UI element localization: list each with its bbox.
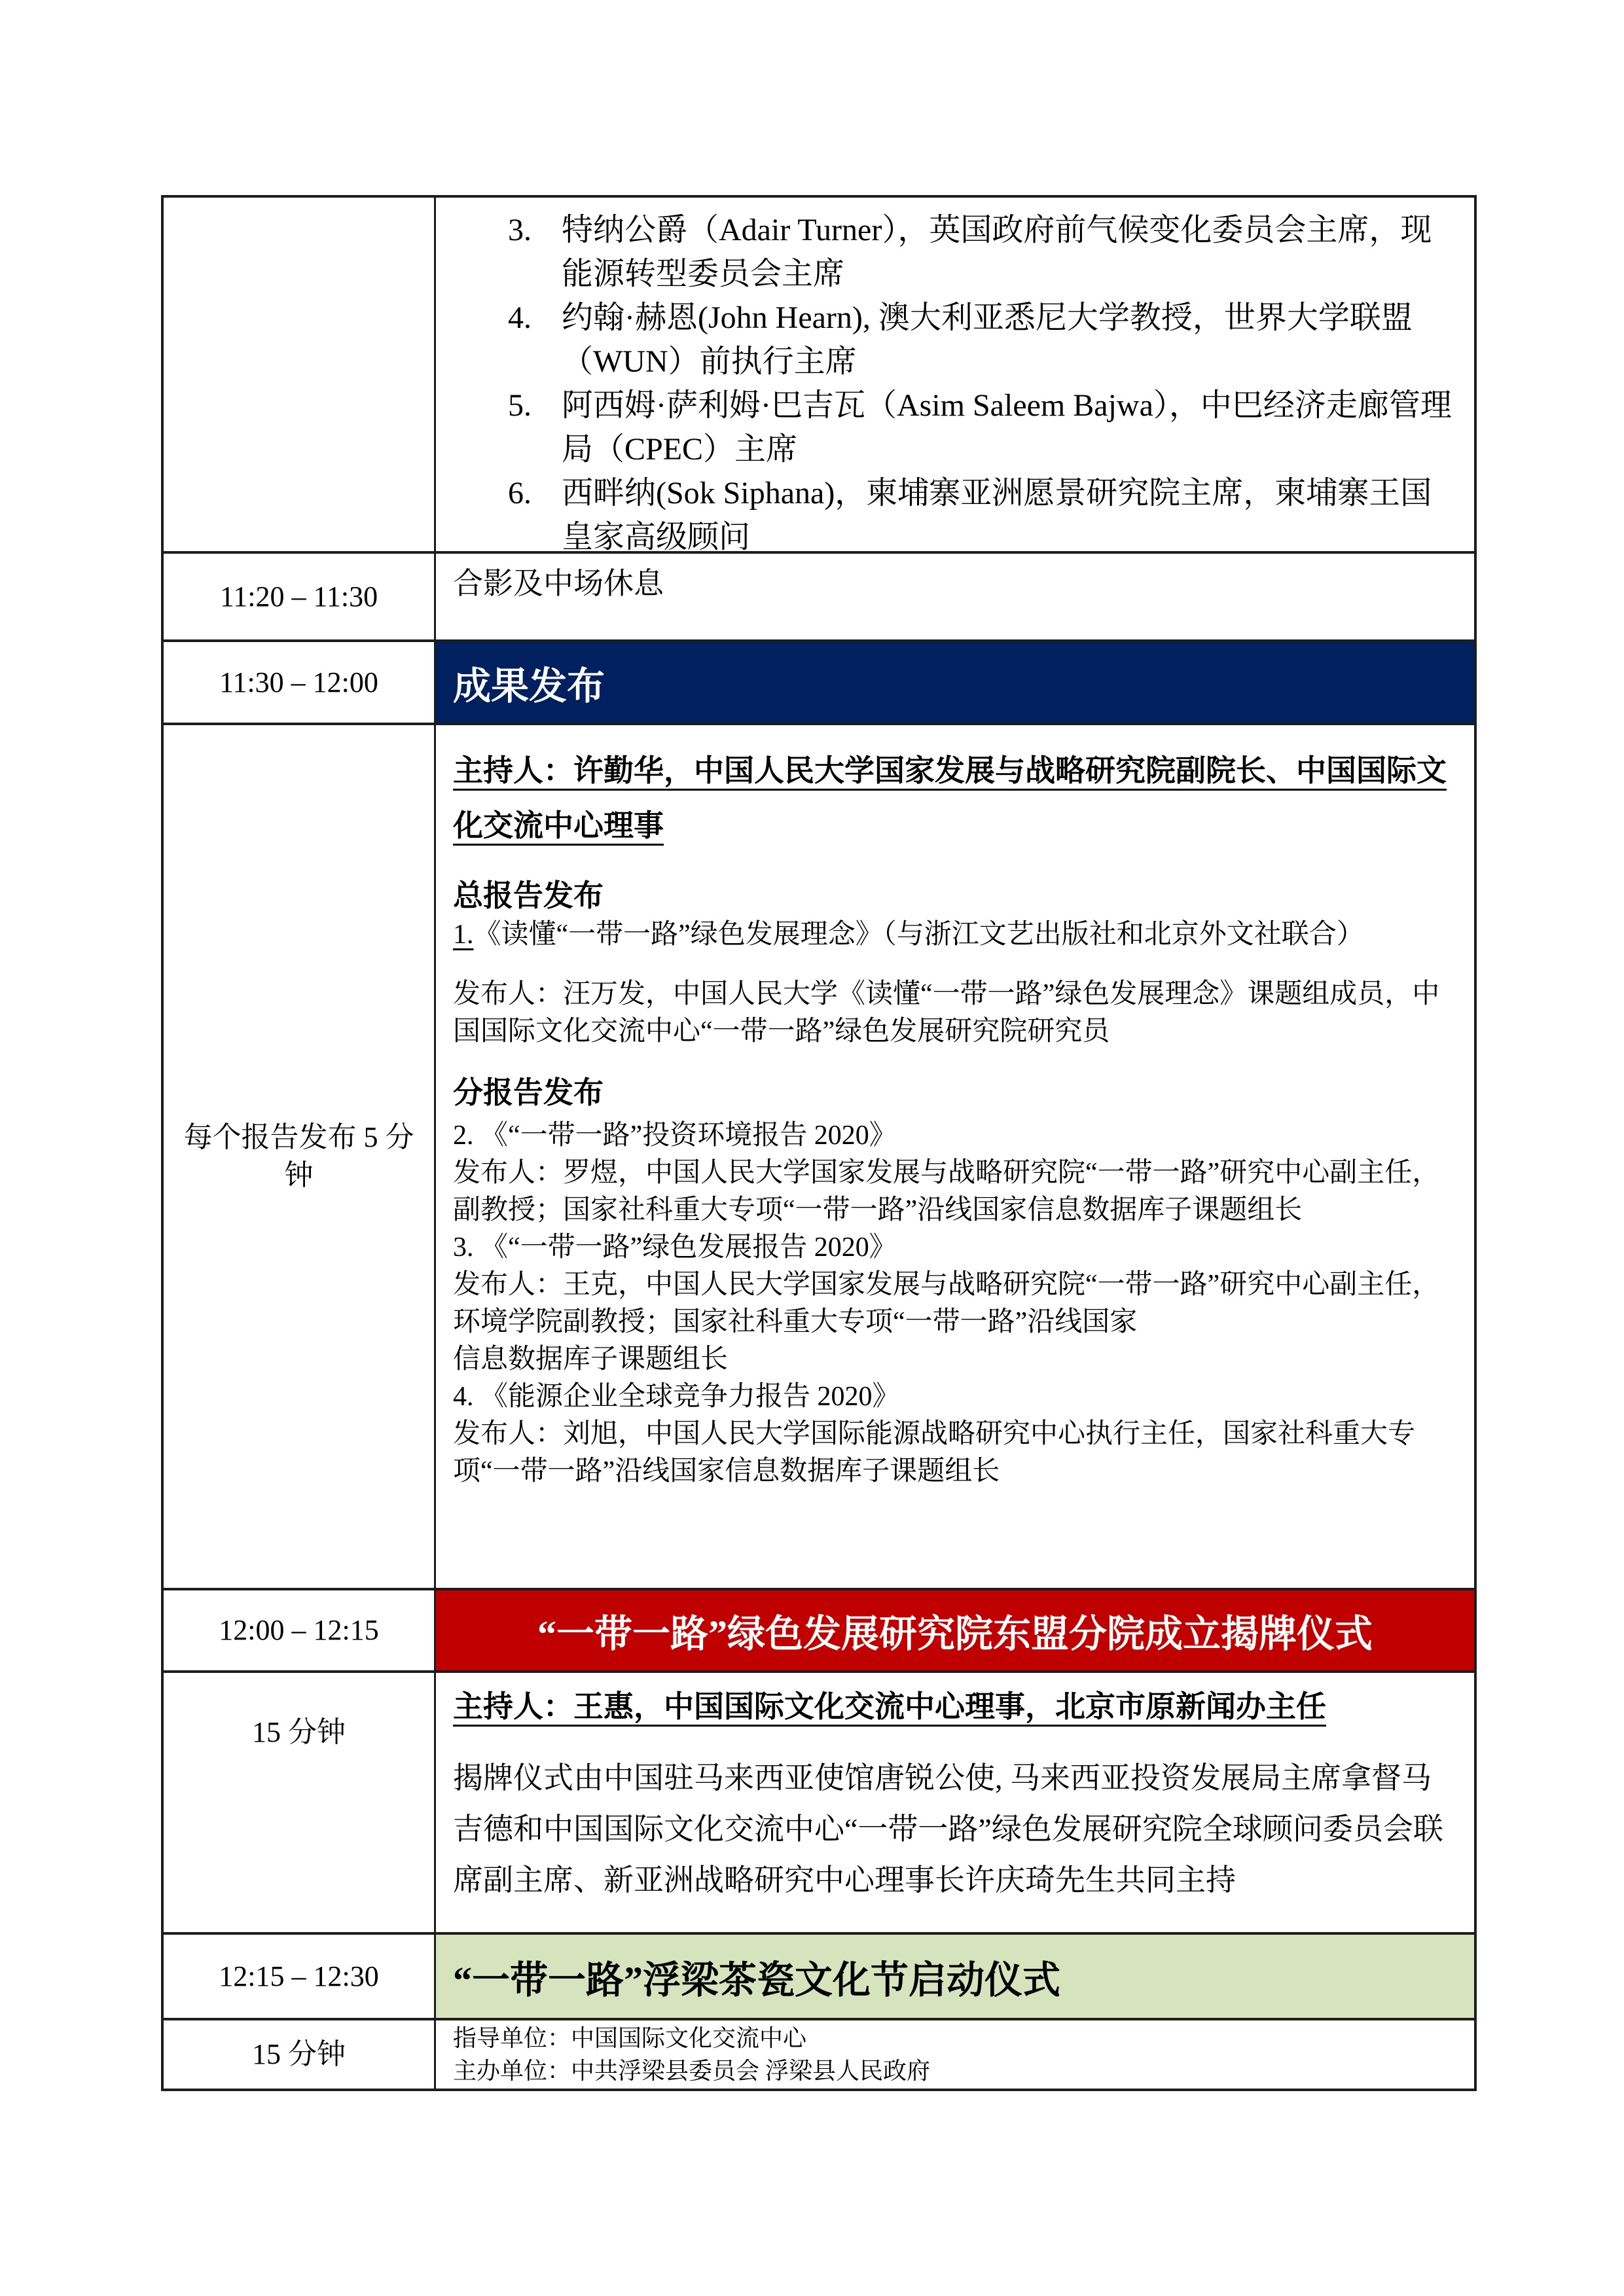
results-banner-title: 成果发布	[436, 642, 1474, 723]
list-item	[453, 296, 1454, 384]
host-unit-line: 主办单位：中共浮梁县委员会 浮梁县人民政府	[453, 2058, 931, 2084]
report-item-4-title: 4. 《能源企业全球竞争力报告 2020》	[453, 1382, 900, 1412]
guidance-unit-line: 指导单位：中国国际文化交流中心	[453, 2025, 807, 2051]
row-results-detail	[164, 725, 1474, 1590]
tea-detail-content	[436, 2020, 1474, 2089]
list-item-text: 阿西姆·萨利姆·巴吉瓦（Asim Saleem Bajwa），中巴经济走廊管理局（CPEC）主席	[562, 388, 1452, 467]
asean-host-line: 主持人：王惠，中国国际文化交流中心理事，北京市原新闻办主任	[453, 1690, 1326, 1723]
report-item-3-title: 3. 《“一带一路”绿色发展报告 2020》	[453, 1232, 897, 1263]
list-item-number: 3.	[508, 213, 532, 247]
agenda-table	[161, 195, 1477, 2091]
row-results-banner	[164, 642, 1474, 725]
list-item	[453, 208, 1454, 296]
results-banner-time: 11:30 – 12:00	[164, 642, 436, 723]
row-speaker-list	[164, 198, 1474, 554]
list-item-text: 特纳公爵（Adair Turner），英国政府前气候变化委员会主席，现能源转型委员会主席	[562, 213, 1432, 291]
results-host-line: 主持人：许勤华，中国人民大学国家发展与战略研究院副院长、中国国际文化交流中心理事	[453, 754, 1447, 842]
report-item-2-presenter: 发布人：罗煜，中国人民大学国家发展与战略研究院“一带一路”研究中心副主任，副教授；国家社科重大专项“一带一路”沿线国家信息数据库子课题组长	[453, 1158, 1440, 1225]
list-item-number: 6.	[508, 476, 532, 511]
list-item-number: 5.	[508, 388, 532, 423]
row-break	[164, 554, 1474, 642]
report-item-1	[453, 916, 1454, 954]
asean-duration: 15 分钟	[164, 1673, 436, 1932]
asean-detail-body: 揭牌仪式由中国驻马来西亚使馆唐锐公使, 马来西亚投资发展局主席拿督马吉德和中国国际文化交流中心“一带一路”绿色发展研究院全球顾问委员会联席副主席、新亚洲战略研究中心理事长许庆琦先生共同主持	[453, 1761, 1443, 1897]
row-asean-detail	[164, 1673, 1474, 1935]
report-item-3-presenter-cont: 信息数据库子课题组长	[453, 1344, 729, 1374]
row-tea-detail	[164, 2020, 1474, 2089]
break-time: 11:20 – 11:30	[164, 554, 436, 639]
list-item-text: 约翰·赫恩(John Hearn), 澳大利亚悉尼大学教授，世界大学联盟（WUN）前执行主席	[562, 300, 1413, 379]
asean-banner-time: 12:00 – 12:15	[164, 1590, 436, 1670]
asean-banner-title: “一带一路”绿色发展研究院东盟分院成立揭牌仪式	[436, 1590, 1474, 1670]
speaker-list-time-cell-empty	[164, 198, 436, 551]
row-tea-banner	[164, 1935, 1474, 2020]
tea-duration: 15 分钟	[164, 2020, 436, 2089]
speaker-list-content	[436, 198, 1474, 554]
break-title: 合影及中场休息	[453, 567, 664, 600]
report-item-2-title: 2. 《“一带一路”投资环境报告 2020》	[453, 1121, 897, 1151]
tea-banner-time: 12:15 – 12:30	[164, 1935, 436, 2018]
general-report-heading: 总报告发布	[453, 879, 604, 912]
report-item-4-presenter: 发布人：刘旭，中国人民大学国际能源战略研究中心执行主任，国家社科重大专项“一带一路”沿线国家信息数据库子课题组长	[453, 1419, 1416, 1486]
list-item-number: 4.	[508, 300, 532, 335]
report-item-1-presenter: 发布人：汪万发，中国人民大学《读懂“一带一路”绿色发展理念》课题组成员，中国国际文化交流中心“一带一路”绿色发展研究院研究员	[453, 979, 1440, 1047]
sub-report-heading: 分报告发布	[453, 1076, 604, 1109]
list-item-text: 西畔纳(Sok Siphana)，柬埔寨亚洲愿景研究院主席，柬埔寨王国皇家高级顾问	[562, 476, 1432, 554]
report-item-1-number: 1.	[453, 920, 474, 950]
list-item	[453, 384, 1454, 471]
tea-banner-title: “一带一路”浮梁茶瓷文化节启动仪式	[436, 1935, 1474, 2018]
results-duration: 每个报告发布 5 分钟	[164, 725, 436, 1588]
results-detail-content	[436, 725, 1474, 1588]
report-item-1-title: 《读懂“一带一路”绿色发展理念》（与浙江文艺出版社和北京外文社联合）	[473, 920, 1364, 950]
row-asean-banner	[164, 1590, 1474, 1673]
report-item-3-presenter: 发布人：王克，中国人民大学国家发展与战略研究院“一带一路”研究中心副主任，环境学院副教授；国家社科重大专项“一带一路”沿线国家	[453, 1270, 1440, 1337]
list-item	[453, 471, 1454, 559]
asean-detail-content	[436, 1673, 1474, 1932]
